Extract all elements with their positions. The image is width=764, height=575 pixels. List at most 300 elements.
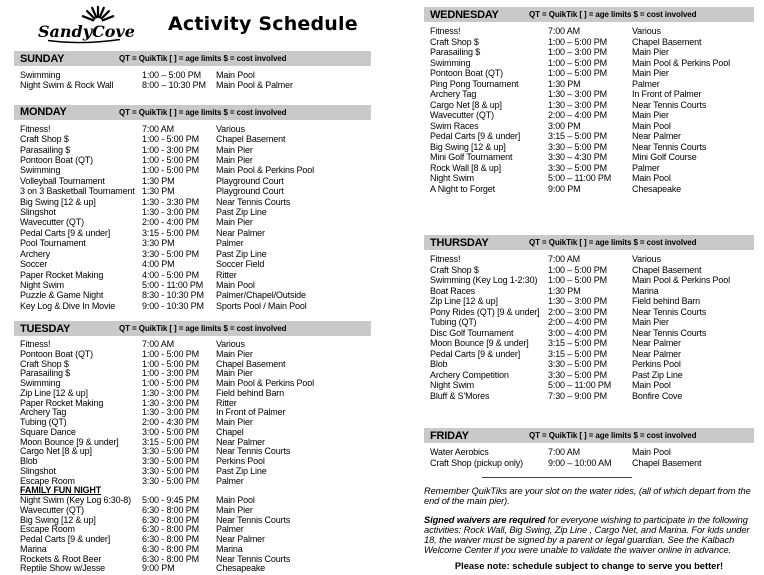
activity-location: Ritter [216,397,237,408]
day-section-tuesday [14,321,371,574]
day-name: MONDAY [20,106,67,119]
day-legend: QT = QuikTik [ ] = age limits $ = cost involved [529,238,697,247]
waiver-note-lead: Signed waivers are required [424,514,546,525]
activity-location: Main Pier [216,348,253,359]
activity-location: Near Tennis Courts [632,141,707,152]
activity-time: 3:15 - 5:00 PM [142,227,199,238]
day-legend: QT = QuikTik [ ] = age limits $ = cost involved [119,324,287,334]
activity-location: Various [632,254,661,264]
activity-time: 3:15 - 5:00 PM [142,436,199,447]
day-name: WEDNESDAY [430,8,499,21]
activity-name: Escape Room [20,475,75,486]
activity-time: 3:30 – 5:00 PM [548,141,607,152]
activity-name: FAMILY FUN NIGHT [20,485,102,496]
schedule-row [20,124,371,134]
activity-time: 6:30 - 8:00 PM [142,524,199,535]
activity-name: Swimming [20,165,61,176]
logo-text: SandyCove [38,22,135,41]
activity-name: Pool Tournament [20,238,86,249]
day-rows [14,70,371,91]
activity-name: Parasailing $ [20,144,71,155]
schedule-row [430,58,754,69]
activity-name: Archery Tag [20,407,67,418]
activity-time: 5:00 - 11:00 PM [142,279,204,290]
activity-name: Craft Shop $ [430,36,479,47]
activity-name: Blob [430,359,448,369]
activity-location: Sports Pool / Main Pool [216,300,307,311]
activity-location: Near Tennis Courts [216,553,291,564]
activity-location: Near Tennis Courts [632,306,707,317]
activity-name: Archery [20,248,50,259]
activity-time: 7:00 AM [548,447,580,457]
day-legend: QT = QuikTik [ ] = age limits $ = cost involved [119,107,287,117]
day-header-tuesday [14,321,371,336]
activity-time: 3:00 - 5:00 PM [142,426,199,437]
activity-location: Main Pool [216,495,255,506]
activity-time: 3:30 - 5:00 PM [142,456,199,467]
activity-time: 1:30 – 3:00 PM [548,99,607,110]
activity-time: 1:00 - 5:00 PM [142,155,199,166]
activity-name: Paper Rocket Making [20,269,104,280]
activity-location: Main Pier [216,217,253,228]
activity-name: Soccer [20,259,48,270]
activity-location: Main Pier [632,317,669,327]
activity-time: 6:30 - 8:00 PM [142,553,199,564]
activity-time: 2:00 – 3:00 PM [548,306,607,317]
schedule-row [20,249,371,259]
schedule-row [430,173,754,184]
activity-name: Fitness! [20,123,51,134]
activity-name: Craft Shop $ [430,264,479,275]
sandy-cove-logo [20,4,148,44]
left-column [14,0,371,574]
schedule-row [20,70,371,80]
activity-location: Past Zip Line [216,248,267,259]
activity-time: 1:00 - 5:00 PM [142,378,199,389]
day-header-sunday [14,51,371,66]
day-header-friday [424,428,754,443]
day-section-wednesday [424,7,754,194]
activity-time: 3:15 – 5:00 PM [548,348,607,359]
activity-name: Craft Shop (pickup only) [430,457,523,468]
activity-time: 3:15 – 5:00 PM [548,131,607,141]
activity-location: Near Tennis Courts [216,196,291,207]
schedule-row [430,163,754,174]
day-name: FRIDAY [430,429,469,442]
activity-name: Moon Bounce [9 & under] [430,338,529,348]
activity-location: Near Palmer [216,227,265,238]
activity-time: 7:00 AM [548,26,580,36]
masthead [20,4,371,44]
day-section-sunday [14,51,371,91]
schedule-row [20,145,371,155]
activity-time: 9:00 PM [142,563,175,574]
schedule-row [430,26,754,37]
activity-location: In Front of Palmer [632,89,702,99]
activity-name: Tubing (QT) [430,317,477,327]
schedule-row [430,152,754,163]
activity-location: Main Pool [632,380,671,390]
activity-time: 7:00 AM [142,339,174,350]
activity-name: Tubing (QT) [20,417,67,428]
sunburst-icon [20,4,148,44]
activity-location: Ritter [216,269,237,280]
schedule-row [430,89,754,100]
schedule-row [430,359,754,370]
activity-time: 1:00 – 5:00 PM [548,57,607,68]
activity-name: Craft Shop $ [20,358,69,369]
activity-time: 3:30 – 5:00 PM [548,359,607,369]
activity-location: Chapel Basement [216,134,286,145]
activity-location: Main Pool & Perkins Pool [632,57,730,68]
activity-name: Zip Line [12 & up] [430,296,498,306]
activity-time: 5:00 - 9:45 PM [142,495,199,506]
activity-time: 1:30 - 3:00 PM [142,407,199,418]
activity-location: Bonfire Cove [632,390,683,401]
schedule-row [20,217,371,227]
activity-time: 1:00 - 5:00 PM [142,165,199,176]
activity-name: Parasailing $ [20,368,71,379]
activity-location: Near Tennis Courts [216,514,291,525]
activity-time: 2:00 - 4:30 PM [142,417,199,428]
activity-location: Main Pier [632,68,669,78]
schedule-row [430,79,754,90]
activity-time: 1:00 - 5:00 PM [142,134,199,145]
activity-name: Night Swim (Key Log 6:30-8) [20,495,131,506]
schedule-row [20,197,371,207]
activity-name: Pontoon Boat (QT) [430,68,503,78]
schedule-row [20,228,371,238]
activity-time: 1:30 - 3:30 PM [142,196,199,207]
schedule-row [20,165,371,175]
activity-location: Main Pool [632,173,671,183]
schedule-row [430,121,754,132]
day-name: SUNDAY [20,52,65,65]
activity-location: Palmer [216,475,244,486]
day-legend: QT = QuikTik [ ] = age limits $ = cost involved [119,54,287,63]
activity-name: Puzzle & Game Night [20,290,104,301]
waiver-note [424,515,754,556]
activity-name: Pony Rides (QT) [9 & under] [430,306,540,317]
activity-time: 3:30 – 4:30 PM [548,152,607,162]
activity-name: Swimming (Key Log 1-2:30) [430,275,538,285]
activity-location: Near Tennis Courts [632,99,707,110]
activity-name: Parasailing $ [430,47,481,57]
schedule-row [20,238,371,248]
schedule-row [20,280,371,290]
schedule-row [430,447,754,458]
schedule-row [20,207,371,217]
activity-time: 2:00 – 4:00 PM [548,317,607,327]
activity-time: 1:00 - 5:00 PM [142,348,199,359]
day-header-thursday [424,235,754,250]
activity-time: 3:30 – 5:00 PM [548,369,607,380]
activity-name: Cargo Net [8 & up] [20,446,92,457]
activity-time: 9:00 PM [548,183,581,194]
activity-name: Pontoon Boat (QT) [20,155,93,166]
schedule-row [20,186,371,196]
page-title: Activity Schedule [168,13,358,35]
activity-name: Night Swim [20,279,65,290]
activity-location: Playground Court [216,175,284,186]
activity-time: 1:00 – 3:00 PM [548,47,607,57]
activity-name: Marina [20,543,47,554]
activity-name: Fitness! [430,26,461,36]
subject-to-change-note: Please note: schedule subject to change to serve you better! [454,560,724,571]
activity-location: Marina [632,285,659,296]
activity-location: Main Pool & Perkins Pool [216,378,314,389]
activity-location: Chesapeake [632,183,682,194]
activity-location: Perkins Pool [632,359,681,369]
activity-name: Swimming [430,57,471,68]
activity-name: Fitness! [430,254,461,264]
activity-location: Main Pier [216,155,253,166]
activity-name: Wavecutter (QT) [20,217,84,228]
activity-location: Main Pier [632,110,669,120]
activity-name: Wavecutter (QT) [20,504,84,515]
activity-location: Main Pool & Perkins Pool [216,165,314,176]
activity-location: Near Palmer [632,338,681,348]
schedule-row [20,259,371,269]
activity-location: Main Pier [216,417,253,428]
activity-name: Volleyball Tournament [20,175,105,186]
activity-time: 1:30 - 3:00 PM [142,397,199,408]
activity-location: Near Palmer [216,436,265,447]
activity-time: 3:15 – 5:00 PM [548,338,607,348]
activity-time: 1:30 PM [142,175,175,186]
activity-time: 1:00 – 5:00 PM [548,264,607,275]
schedule-row [430,100,754,111]
activity-name: Swim Races [430,120,479,131]
activity-time: 4:00 - 5:00 PM [142,269,199,280]
schedule-row [430,142,754,153]
activity-location: Past Zip Line [216,465,267,476]
activity-name: Mini Golf Tournament [430,152,513,162]
activity-location: Main Pier [216,368,253,379]
activity-time: 1:30 PM [142,186,175,197]
activity-location: Chapel [216,426,244,437]
activity-location: Main Pool & Perkins Pool [632,275,730,285]
activity-time: 8:30 - 10:30 PM [142,290,204,301]
activity-name: Wavecutter (QT) [430,110,494,120]
activity-name: Big Swing [12 & up] [430,141,506,152]
activity-time: 3:30 - 5:00 PM [142,446,199,457]
activity-time: 6:30 - 8:00 PM [142,504,199,515]
quiktik-note: Remember QuikTiks are your slot on the water rides, (all of which depart from the end of the main pier). [424,486,751,507]
activity-time: 9:00 – 10:00 AM [548,457,612,468]
activity-name: Night Swim [430,380,475,390]
activity-name: Big Swing [12 & up] [20,196,96,207]
activity-name: Paper Rocket Making [20,397,104,408]
day-rows [424,254,754,401]
activity-name: Slingshot [20,207,56,218]
notes-divider [482,477,632,478]
schedule-row [430,68,754,79]
schedule-row [430,131,754,142]
activity-location: Past Zip Line [216,207,267,218]
activity-name: Rockets & Root Beer [20,553,102,564]
activity-time: 2:00 – 4:00 PM [548,110,607,120]
activity-time: 1:00 - 5:00 PM [142,358,199,369]
activity-location: Main Pool [216,279,255,290]
activity-time: 1:30 - 3:00 PM [142,207,199,218]
activity-location: Palmer [632,78,660,89]
schedule-row [20,270,371,280]
activity-location: Palmer/Chapel/Outside [216,290,306,301]
schedule-row [430,254,754,265]
activity-time: 3:00 PM [548,120,581,131]
activity-name: Cargo Net [8 & up] [430,99,502,110]
activity-name: Escape Room [20,524,75,535]
activity-time: 3:30 - 5:00 PM [142,465,199,476]
activity-name: Pedal Carts [9 & under] [20,227,111,238]
activity-location: Field behind Barn [632,296,700,306]
activity-time: 3:30 – 5:00 PM [548,162,607,173]
day-section-monday [14,105,371,311]
activity-name: Archery Tag [430,89,477,99]
activity-time: 3:30 PM [142,238,175,249]
schedule-row [430,286,754,297]
schedule-row [20,176,371,186]
activity-location: In Front of Palmer [216,407,286,418]
activity-time: 2:00 - 4:00 PM [142,217,199,228]
activity-name: Pedal Carts [9 & under] [430,131,521,141]
schedule-row [430,110,754,121]
activity-location: Near Palmer [632,131,681,141]
right-column [424,7,754,571]
schedule-row [430,338,754,349]
schedule-row [20,155,371,165]
activity-name: Swimming [20,378,61,389]
activity-time: 7:00 AM [142,123,174,134]
activity-time: 3:30 - 5:00 PM [142,475,199,486]
activity-name: Big Swing [12 & up] [20,514,96,525]
activity-time: 1:00 – 5:00 PM [548,275,607,285]
activity-name: Pontoon Boat (QT) [20,348,93,359]
activity-time: 6:30 - 8:00 PM [142,534,199,545]
activity-time: 6:30 - 8:00 PM [142,514,199,525]
activity-location: Palmer [216,238,244,249]
activity-name: Boat Races [430,285,476,296]
activity-time: 1:00 – 5:00 PM [548,36,607,47]
activity-name: Fitness! [20,339,51,350]
day-name: TUESDAY [20,322,71,335]
activity-time: 1:00 – 5:00 PM [548,68,607,78]
activity-name: Ping Pong Tournament [430,78,519,89]
schedule-row [430,380,754,391]
activity-time: 4:00 PM [142,259,175,270]
activity-location: Chapel Basement [632,36,702,47]
activity-location: Palmer [632,162,660,173]
activity-name: Pedal Carts [9 & under] [20,534,111,545]
activity-name: Slingshot [20,465,56,476]
schedule-row [430,275,754,286]
activity-time: 3:00 – 4:00 PM [548,327,607,338]
activity-time: 1:30 – 3:00 PM [548,89,607,99]
activity-time: 7:00 AM [548,254,580,264]
activity-time: 1:00 - 3:00 PM [142,144,199,155]
schedule-row [20,564,371,574]
activity-location: Main Pool [632,120,671,131]
activity-time: 5:00 – 11:00 PM [548,173,612,183]
schedule-row [430,391,754,402]
activity-location: Soccer Field [216,259,265,270]
activity-name: Night Swim & Rock Wall [20,80,114,91]
activity-name: Disc Golf Tournament [430,327,514,338]
activity-location: Near Tennis Courts [216,446,291,457]
day-name: THURSDAY [430,236,489,249]
schedule-row [20,290,371,300]
activity-name: Blob [20,456,38,467]
activity-location: Near Palmer [216,534,265,545]
activity-name: Key Log & Dive In Movie [20,300,116,311]
activity-time: 1:00 – 5:00 PM [142,70,201,80]
activity-location: Chapel Basement [216,358,286,369]
activity-location: Near Tennis Courts [632,327,707,338]
activity-time: 9:00 - 10:30 PM [142,300,204,311]
schedule-row [20,134,371,144]
activity-time: 1:30 PM [548,285,581,296]
activity-location: Various [632,26,661,36]
day-legend: QT = QuikTik [ ] = age limits $ = cost involved [529,431,697,440]
activity-location: Perkins Pool [216,456,265,467]
schedule-row [430,296,754,307]
schedule-row [20,301,371,311]
activity-location: Main Pier [216,504,253,515]
activity-location: Various [216,123,245,134]
activity-name: Archery Competition [430,369,509,380]
activity-location: Near Palmer [632,348,681,359]
day-rows [424,447,754,468]
activity-name: Swimming [20,70,61,80]
day-header-wednesday [424,7,754,22]
activity-location: Playground Court [216,186,284,197]
activity-name: 3 on 3 Basketball Tournament [20,186,135,197]
activity-location: Main Pier [216,144,253,155]
activity-name: Square Dance [20,426,76,437]
schedule-row [430,328,754,339]
activity-location: Palmer [216,524,244,535]
activity-name: Pedal Carts [9 & under] [430,348,521,359]
schedule-row [430,184,754,195]
activity-time: 1:00 - 3:00 PM [142,368,199,379]
day-section-thursday [424,235,754,401]
activity-location: Main Pool & Palmer [216,80,293,91]
schedule-row [430,349,754,360]
activity-time: 5:00 – 11:00 PM [548,380,612,390]
activity-name: Night Swim [430,173,475,183]
activity-location: Main Pier [632,47,669,57]
activity-location: Mini Golf Course [632,152,697,162]
activity-name: Water Aerobics [430,447,489,457]
activity-location: Main Pool [632,447,671,457]
schedule-row [430,37,754,48]
activity-time: 8:00 – 10:30 PM [142,80,206,91]
day-header-monday [14,105,371,120]
day-rows [14,340,371,574]
activity-location: Past Zip Line [632,369,683,380]
activity-name: Rock Wall [8 & up] [430,162,501,173]
activity-location: Chapel Basement [632,457,702,468]
activity-location: Chesapeake [216,563,266,574]
activity-name: Zip Line [12 & up] [20,387,88,398]
activity-name: Craft Shop $ [20,134,69,145]
day-rows [424,26,754,194]
schedule-row [430,47,754,58]
schedule-row [20,80,371,90]
activity-name: Reptile Show w/Jesse [20,563,106,574]
activity-location: Main Pool [216,70,255,80]
